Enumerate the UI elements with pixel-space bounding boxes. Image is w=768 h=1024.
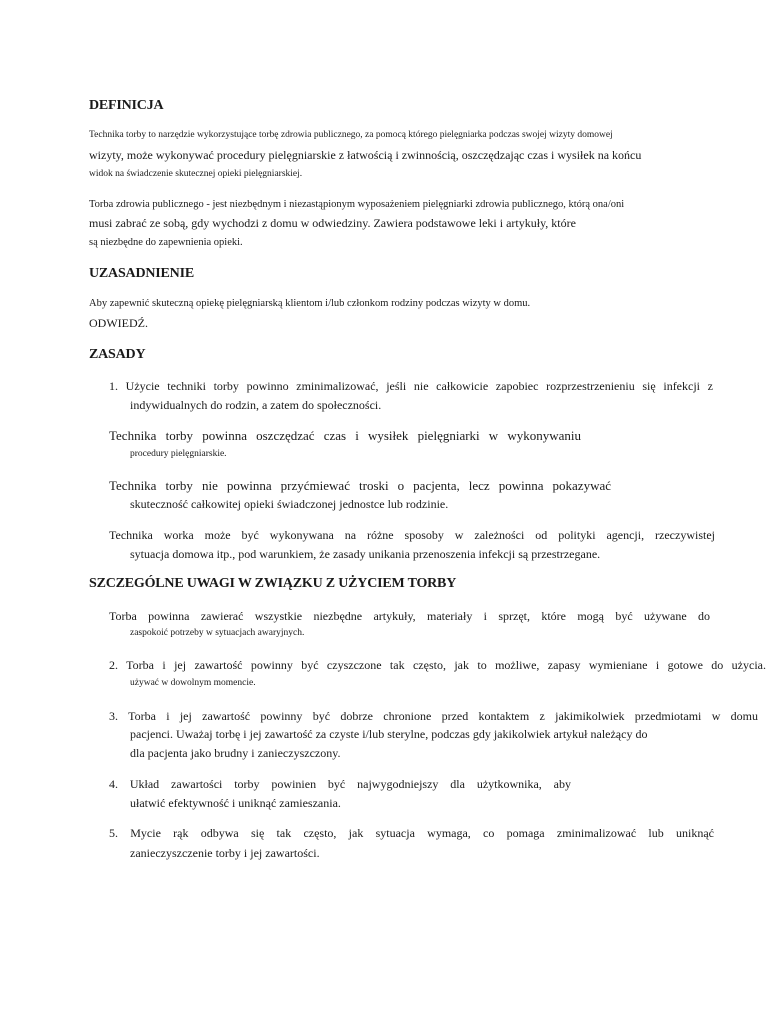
definicja-p1-line-3: widok na świadczenie skutecznej opieki pielęgniarskiej.	[89, 169, 303, 179]
heading-zasady: ZASADY	[89, 347, 146, 362]
zasady-item-1-line-1: 1. Użycie techniki torby powinno zminimalizować, jeśli nie całkowicie zapobiec rozprzestrzenieniu się infekcji z	[109, 379, 713, 393]
heading-szczegolne-uwagi: SZCZEGÓLNE UWAGI W ZWIĄZKU Z UŻYCIEM TORBY	[89, 576, 457, 591]
definicja-p2-line-3: są niezbędne do zapewnienia opieki.	[89, 237, 243, 248]
uwagi-item-3-line-1: 3. Torba i jej zawartość powinny być dobrze chronione przed kontaktem z jakimikolwiek przedmiotami w domu	[109, 709, 758, 723]
uwagi-item-2-line-1: 2. Torba i jej zawartość powinny być czyszczone tak często, jak to możliwe, zapasy wymieniane i gotowe do użycia.	[109, 658, 766, 672]
zasady-item-2-line-1: Technika torby powinna oszczędzać czas i wysiłek pielęgniarki w wykonywaniu	[109, 428, 581, 443]
definicja-p1-line-1: Technika torby to narzędzie wykorzystujące torbę zdrowia publicznego, za pomocą którego pielęgniarka podczas swojej wizyty domowej	[89, 130, 613, 140]
uwagi-item-5-line-2: zanieczyszczenie torby i jej zawartości.	[130, 846, 320, 860]
zasady-item-3-line-2: skuteczność całkowitej opieki świadczonej jednostce lub rodzinie.	[130, 497, 449, 511]
definicja-p1-line-2: wizyty, może wykonywać procedury pielęgniarskie z łatwością i zwinnością, oszczędzając czas i wysiłek na końcu	[89, 148, 642, 162]
zasady-item-4-line-1: Technika worka może być wykonywana na różne sposoby w zależności od polityki agencji, rzeczywistej	[109, 528, 715, 542]
uwagi-item-1-line-1: Torba powinna zawierać wszystkie niezbędne artykuły, materiały i sprzęt, które mogą być używane do	[109, 609, 710, 623]
definicja-p2-line-2: musi zabrać ze sobą, gdy wychodzi z domu w odwiedziny. Zawiera podstawowe leki i artykuły, które	[89, 216, 576, 230]
zasady-item-2-line-2: procedury pielęgniarskie.	[130, 449, 227, 459]
heading-definicja: DEFINICJA	[89, 98, 164, 113]
uwagi-item-3-line-3: dla pacjenta jako brudny i zanieczyszczony.	[130, 746, 341, 760]
uwagi-item-2-line-2: używać w dowolnym momencie.	[130, 678, 256, 688]
uzasadnienie-line-2: ODWIEDŹ.	[89, 316, 148, 330]
definicja-p2-line-1: Torba zdrowia publicznego - jest niezbędnym i niezastąpionym wyposażeniem pielęgniarki zdrowia publicznego, którą ona/oni	[89, 199, 625, 210]
uwagi-item-5-line-1: 5. Mycie rąk odbywa się tak często, jak sytuacja wymaga, co pomaga zminimalizować lub uniknąć	[109, 826, 714, 840]
heading-uzasadnienie: UZASADNIENIE	[89, 266, 194, 281]
zasady-item-1-line-2: indywidualnych do rodzin, a zatem do społeczności.	[130, 398, 382, 412]
uzasadnienie-line-1: Aby zapewnić skuteczną opiekę pielęgniarską klientom i/lub członkom rodziny podczas wizyty w domu.	[89, 298, 531, 309]
uwagi-item-1-line-2: zaspokoić potrzeby w sytuacjach awaryjnych.	[130, 628, 305, 638]
uwagi-item-4-line-2: ułatwić efektywność i uniknąć zamieszania.	[130, 796, 341, 810]
uwagi-item-3-line-2: pacjenci. Uważaj torbę i jej zawartość za czyste i/lub sterylne, podczas gdy jakikolwiek artykuł należący do	[130, 727, 648, 741]
uwagi-item-4-line-1: 4. Układ zawartości torby powinien być najwygodniejszy dla użytkownika, aby	[109, 777, 571, 791]
zasady-item-3-line-1: Technika torby nie powinna przyćmiewać troski o pacjenta, lecz powinna pokazywać	[109, 478, 611, 493]
zasady-item-4-line-2: sytuacja domowa itp., pod warunkiem, że zasady unikania przenoszenia infekcji są przestrzegane.	[130, 547, 601, 561]
